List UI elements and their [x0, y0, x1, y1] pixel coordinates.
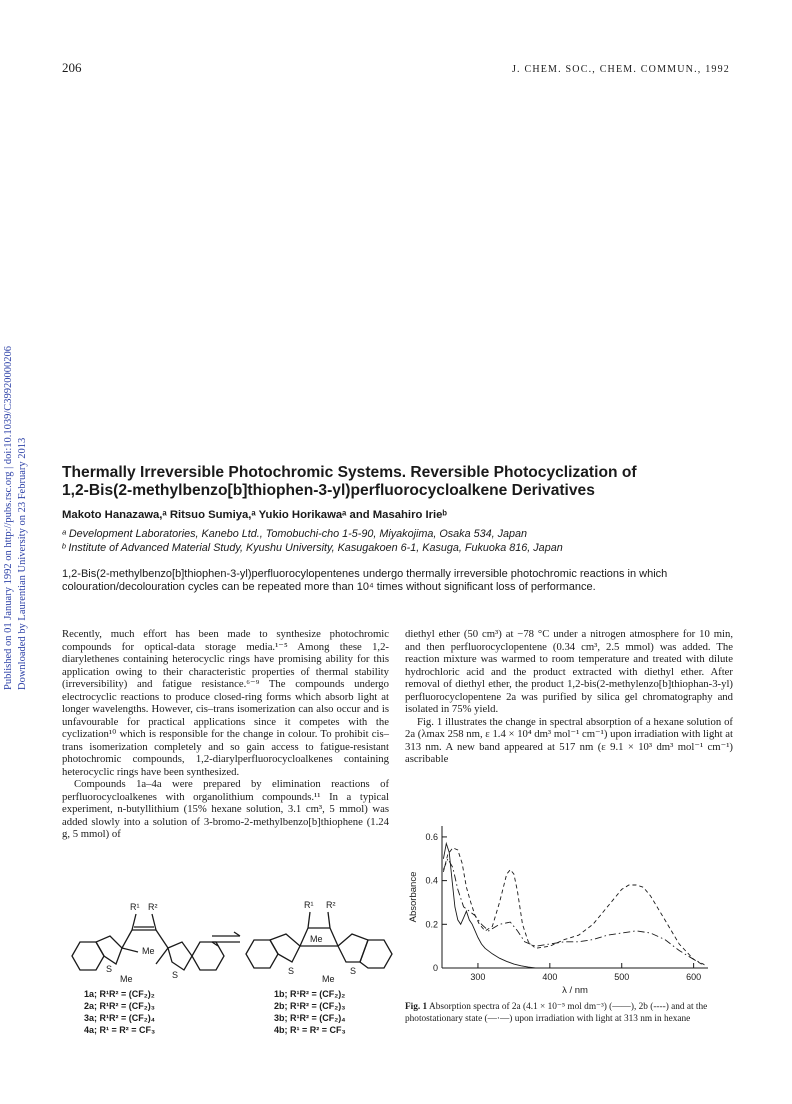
reaction-scheme: [60, 898, 395, 1048]
body-paragraph: Compounds 1a–4a were prepared by elimination reactions of perfluorocycloalkenes with organolithium compounds.¹¹ In a typical experiment, n-butyllithium (15% hexane solution, 3.1 cm³, 5 mmol) was added slowly into a solution of 3-bromo-2-methylbenzo[b]thiophene (1.24 g, 5 mmol) of: [62, 778, 389, 840]
scheme-label-r2: R²: [148, 902, 158, 912]
series-line-solid: [443, 844, 535, 969]
scheme-label-me: Me: [120, 974, 133, 984]
scheme-label-s: S: [172, 970, 179, 980]
figure-1-chart: [398, 818, 738, 996]
series-line-dashed: [443, 848, 704, 966]
scheme-label-s: S: [288, 966, 295, 976]
author-list: Makoto Hanazawa,ᵃ Ritsuo Sumiya,ᵃ Yukio Horikawaᵃ and Masahiro Irieᵇ: [62, 509, 447, 521]
scheme-label-r2: R²: [326, 900, 336, 910]
compound-label: 2b; R¹R² = (CF₂)₃: [274, 1001, 346, 1011]
article-title: [62, 464, 742, 500]
equilibrium-arrows: [212, 932, 240, 946]
scheme-label-r1: R¹: [130, 902, 140, 912]
x-tick-label: 300: [470, 972, 486, 982]
compound-label: 3a; R¹R² = (CF₂)₄: [84, 1013, 156, 1023]
y-tick-label: 0.2: [425, 919, 438, 930]
x-tick-label: 500: [614, 972, 630, 982]
affiliation-a: ᵃ Development Laboratories, Kanebo Ltd., Tomobuchi-cho 1-5-90, Miyakojima, Osaka 534, Japan: [62, 528, 527, 540]
sidebar-line-downloaded[interactable]: Downloaded by Laurentian University on 23 February 2013: [17, 437, 28, 690]
compound-label: 2a; R¹R² = (CF₂)₃: [84, 1001, 155, 1011]
sidebar-line-published[interactable]: Published on 01 January 1992 on http://pubs.rsc.org | doi:10.1039/C39920000206: [3, 345, 14, 690]
affiliations: [62, 528, 742, 555]
download-sidebar: [2, 290, 32, 690]
sidebar-text: [2, 290, 30, 690]
affiliation-b: ᵇ Institute of Advanced Material Study, Kyushu University, Kasugakoen 6-1, Kasuga, Fukuoka 816, Japan: [62, 541, 563, 554]
page-number: 206: [62, 60, 82, 75]
scheme-structures: [60, 898, 395, 988]
scheme-label-s: S: [350, 966, 357, 976]
scheme-label-me: Me: [310, 934, 323, 944]
compound-label: 1a; R¹R² = (CF₂)₂: [84, 989, 155, 999]
body-paragraph: diethyl ether (50 cm³) at −78 °C under a nitrogen atmosphere for 10 min, and then perfluorocyclopentene (0.34 cm³, 2.5 mmol) was added. The reaction mixture was warmed to room temperature and treated with dilute hydrochloric acid and the product extracted with diethyl ether. After removal of diethyl ether, the product 1,2-bis(2-methylenzo[b]thiophan-3-yl) perfluorocyclopentene 2a was purified by silica gel chromatography and isolated in 75% yield.: [405, 628, 733, 715]
compound-label: 3b; R¹R² = (CF₂)₄: [274, 1013, 346, 1023]
caption-label: Fig. 1: [405, 1002, 428, 1012]
y-tick-label: 0.4: [425, 875, 438, 886]
x-tick-label: 600: [686, 972, 702, 982]
scheme-label-me: Me: [142, 946, 155, 956]
body-paragraph: Fig. 1 illustrates the change in spectral absorption of a hexane solution of 2a (λmax 258 nm, ε 1.4 × 10⁴ dm³ mol⁻¹ cm⁻¹) upon irradiation with light at 313 nm. A new band appeared at 517 nm (ε 9.1 × 10³ dm³ mol⁻¹ cm⁻¹) ascribable: [405, 715, 733, 765]
y-axis-label: Absorbance: [408, 871, 419, 923]
y-tick-label: 0.6: [425, 831, 438, 842]
right-column: [405, 628, 733, 766]
figure-1-caption: [405, 1002, 733, 1025]
open-form-structure: [72, 914, 224, 970]
running-head: J. CHEM. SOC., CHEM. COMMUN., 1992: [511, 64, 730, 75]
abstract: 1,2-Bis(2-methylbenzo[b]thiophen-3-yl)perfluorocylopentenes undergo thermally irreversible photochromic reactions in which colouration/decolouration cycles can be repeated more than 10⁴ times without significant loss of performance.: [62, 568, 668, 593]
compound-label: 4a; R¹ = R² = CF₃: [84, 1025, 156, 1035]
closed-form-compound-list: [274, 988, 394, 1036]
open-form-compound-list: [84, 988, 204, 1036]
caption-text: Absorption spectra of 2a (4.1 × 10⁻⁵ mol dm⁻³) (——), 2b (----) and at the photostationary state (—·—) upon irradiation with light at 313 nm in hexane: [405, 1002, 708, 1024]
series-line-dash-dot: [443, 859, 704, 965]
x-tick-label: 400: [542, 972, 558, 982]
x-axis-label: λ / nm: [562, 985, 588, 996]
title-line-1: Thermally Irreversible Photochromic Systems. Reversible Photocyclization of: [62, 464, 637, 481]
compound-label: 4b; R¹ = R² = CF₃: [274, 1025, 346, 1035]
scheme-label-s: S: [106, 964, 113, 974]
scheme-label-r1: R¹: [304, 900, 314, 910]
compound-label: 1b; R¹R² = (CF₂)₂: [274, 989, 346, 999]
title-line-2: 1,2-Bis(2-methylbenzo[b]thiophen-3-yl)perfluorocycloalkene Derivatives: [62, 482, 595, 499]
scheme-label-me: Me: [322, 974, 335, 984]
y-tick-label: 0: [432, 963, 438, 973]
left-column: [62, 628, 389, 841]
absorption-spectrum-plot: [398, 818, 738, 996]
body-paragraph: Recently, much effort has been made to synthesize photochromic compounds for optical-data storage media.¹⁻⁵ Among these 1,2-diarylethenes containing heterocyclic rings have promising ability for this application owing to their characteristic properties of thermal stability (irreversibility) and fatigue resistance.⁶⁻⁹ The compounds undergo electrocyclic reactions to produce closed-ring forms which absorb light at longer wavelengths. However, cis–trans isomerization can also occur and is unfavourable for practical applications since it competes with the cyclization¹⁰ which is responsible for the change in colour. To prohibit cis–trans isomerization completely and so gain access to fatigue-resistant photochromic compounds, 1,2-diarylperfluorocycloalkenes containing heterocyclic rings have been synthesized.: [62, 628, 389, 778]
